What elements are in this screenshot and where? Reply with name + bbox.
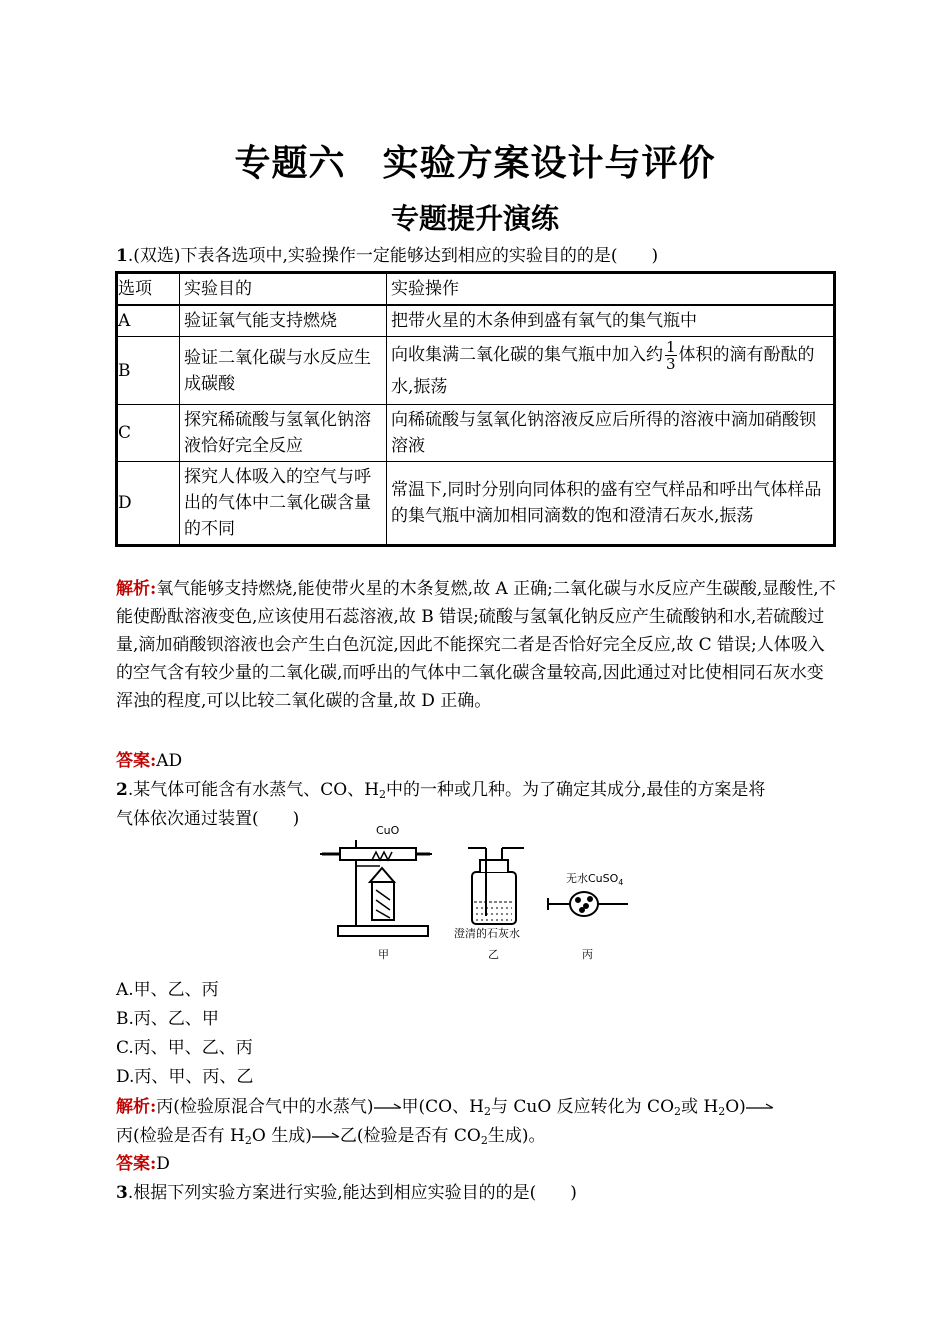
label-cuso4-sub: 4 xyxy=(618,878,624,887)
q2-stem-a: .某气体可能含有水蒸气、CO、H xyxy=(127,780,380,800)
cuso4-grain xyxy=(576,898,580,902)
q1-analysis xyxy=(116,575,836,715)
apparatus-jia xyxy=(320,840,432,936)
sub-2: 2 xyxy=(674,1105,682,1118)
bottle-neck xyxy=(480,860,508,872)
q2-number: 2 xyxy=(116,780,128,800)
row-operation: 把带火星的木条伸到盛有氧气的集气瓶中 xyxy=(387,305,835,337)
q2-analysis-line2 xyxy=(116,1125,545,1152)
label-bing: 丙 xyxy=(582,948,593,961)
q3-stem-text: .根据下列实验方案进行实验,能达到相应实验目的的是( ) xyxy=(127,1183,577,1203)
q2-analysis-2c: 乙(检验是否有 CO xyxy=(339,1126,481,1146)
arrow-icon xyxy=(746,1103,774,1113)
tube-body xyxy=(340,848,416,860)
sub-2: 2 xyxy=(718,1105,726,1118)
q2-stem-line2: 气体依次通过装置( ) xyxy=(116,809,300,829)
q2-analysis-1e: O) xyxy=(725,1097,746,1117)
sub-2: 2 xyxy=(244,1134,252,1147)
page-subtitle: 专题提升演练 xyxy=(390,202,559,235)
q1-answer-value: AD xyxy=(156,751,183,771)
q2-analysis-1b: 甲(CO、H xyxy=(401,1097,484,1117)
header-purpose: 实验目的 xyxy=(180,273,387,306)
q2-analysis-1c: 与 CuO 反应转化为 CO xyxy=(490,1097,675,1117)
q2-option-a: A.甲、乙、丙 xyxy=(116,980,219,1000)
stand-foot xyxy=(338,926,428,936)
q2-analysis-1a: 丙(检验原混合气中的水蒸气) xyxy=(156,1097,374,1117)
operation-post: 体积的滴有酚酞的水,振荡 xyxy=(391,345,815,397)
label-cuo: CuO xyxy=(376,824,400,837)
label-jia: 甲 xyxy=(378,948,389,961)
row-option: B xyxy=(117,337,180,405)
burner-flame xyxy=(370,868,394,882)
q2-analysis-label: 解析: xyxy=(116,1097,157,1117)
q2-option-d: D.丙、甲、丙、乙 xyxy=(116,1067,254,1087)
apparatus-figure xyxy=(320,820,640,965)
table-row xyxy=(117,405,835,462)
q2-answer xyxy=(116,1153,170,1175)
row-operation: 常温下,同时分别向同体积的盛有空气样品和呼出气体样品的集气瓶中滴加相同滴数的饱和澄清石灰水,振荡 xyxy=(387,462,835,546)
row-option: A xyxy=(117,305,180,337)
q2-answer-label: 答案: xyxy=(116,1154,157,1174)
sub-2: 2 xyxy=(480,1134,488,1147)
cuso4-grain xyxy=(580,908,584,912)
label-cuso4-text: 无水CuSO xyxy=(566,872,619,885)
row-purpose: 验证二氧化碳与水反应生成碳酸 xyxy=(180,337,387,405)
label-yi: 乙 xyxy=(488,948,499,961)
q2-analysis-line1 xyxy=(116,1096,774,1123)
sub-2: 2 xyxy=(483,1105,491,1118)
q2-stem-b: 中的一种或几种。为了确定其成分,最佳的方案是将 xyxy=(386,780,766,800)
label-limewater: 澄清的石灰水 xyxy=(454,927,520,940)
q1-analysis-label: 解析: xyxy=(116,579,157,599)
row-purpose: 验证氧气能支持燃烧 xyxy=(180,305,387,337)
row-operation xyxy=(387,337,835,405)
label-cuso4 xyxy=(566,871,623,887)
fraction-denominator: 3 xyxy=(666,355,676,373)
arrow-icon xyxy=(312,1132,340,1142)
q1-stem xyxy=(116,245,658,267)
fraction xyxy=(665,339,677,372)
cuso4-grain xyxy=(584,904,588,908)
q2-analysis-2b: O 生成) xyxy=(251,1126,312,1146)
row-option: C xyxy=(117,405,180,462)
q2-analysis-2d: 生成)。 xyxy=(487,1126,546,1146)
arrow-icon xyxy=(374,1103,402,1113)
table-header-row xyxy=(117,273,835,306)
q1-answer xyxy=(116,750,182,772)
q3-number: 3 xyxy=(116,1183,128,1203)
table-row xyxy=(117,305,835,337)
row-purpose: 探究人体吸入的空气与呼出的气体中二氧化碳含量的不同 xyxy=(180,462,387,546)
apparatus-yi xyxy=(468,848,524,924)
fraction-numerator: 1 xyxy=(666,338,676,356)
q2-option-c: C.丙、甲、乙、丙 xyxy=(116,1038,253,1058)
table-row xyxy=(117,337,835,405)
table-row xyxy=(117,462,835,546)
q1-analysis-text: 氧气能够支持燃烧,能使带火星的木条复燃,故 A 正确;二氧化碳与水反应产生碳酸,显酸性,不能使酚酞溶液变色,应该使用石蕊溶液,故 B 错误;硫酸与氢氧化钠反应产生硫酸钠和水,若硫酸过量,滴加硝酸钡溶液也会产生白色沉淀,因此不能探究二者是否恰好完全反应,故 C 错误;人体吸入的空气含有较少量的二氧化碳,而呼出的气体中二氧化碳含量较高,因此通过对比使相同石灰水变浑浊的程度,可以比较二氧化碳的含量,故 D 正确。 xyxy=(116,579,836,711)
q1-stem-text: .(双选)下表各选项中,实验操作一定能够达到相应的实验目的的是( ) xyxy=(127,246,659,266)
q2-stem xyxy=(116,779,765,806)
q1-answer-label: 答案: xyxy=(116,751,157,771)
header-option: 选项 xyxy=(117,273,180,306)
q2-option-b: B.丙、乙、甲 xyxy=(116,1009,219,1029)
q2-analysis-2a: 丙(检验是否有 H xyxy=(116,1126,245,1146)
q3-stem xyxy=(116,1182,577,1204)
row-operation: 向稀硫酸与氢氧化钠溶液反应后所得的溶液中滴加硝酸钡溶液 xyxy=(387,405,835,462)
q2-analysis-1d: 或 H xyxy=(681,1097,719,1117)
row-option: D xyxy=(117,462,180,546)
cuso4-grain xyxy=(588,897,592,901)
bottle-body xyxy=(472,872,516,924)
row-purpose: 探究稀硫酸与氢氧化钠溶液恰好完全反应 xyxy=(180,405,387,462)
q1-table xyxy=(115,271,836,547)
q1-number: 1 xyxy=(116,246,128,266)
operation-pre: 向收集满二氧化碳的集气瓶中加入约 xyxy=(391,345,663,365)
apparatus-bing xyxy=(548,892,628,916)
q2-stem-sub: 2 xyxy=(379,788,387,801)
q2-answer-value: D xyxy=(156,1154,170,1174)
header-operation: 实验操作 xyxy=(387,273,835,306)
page-title: 专题六 实验方案设计与评价 xyxy=(234,142,716,184)
